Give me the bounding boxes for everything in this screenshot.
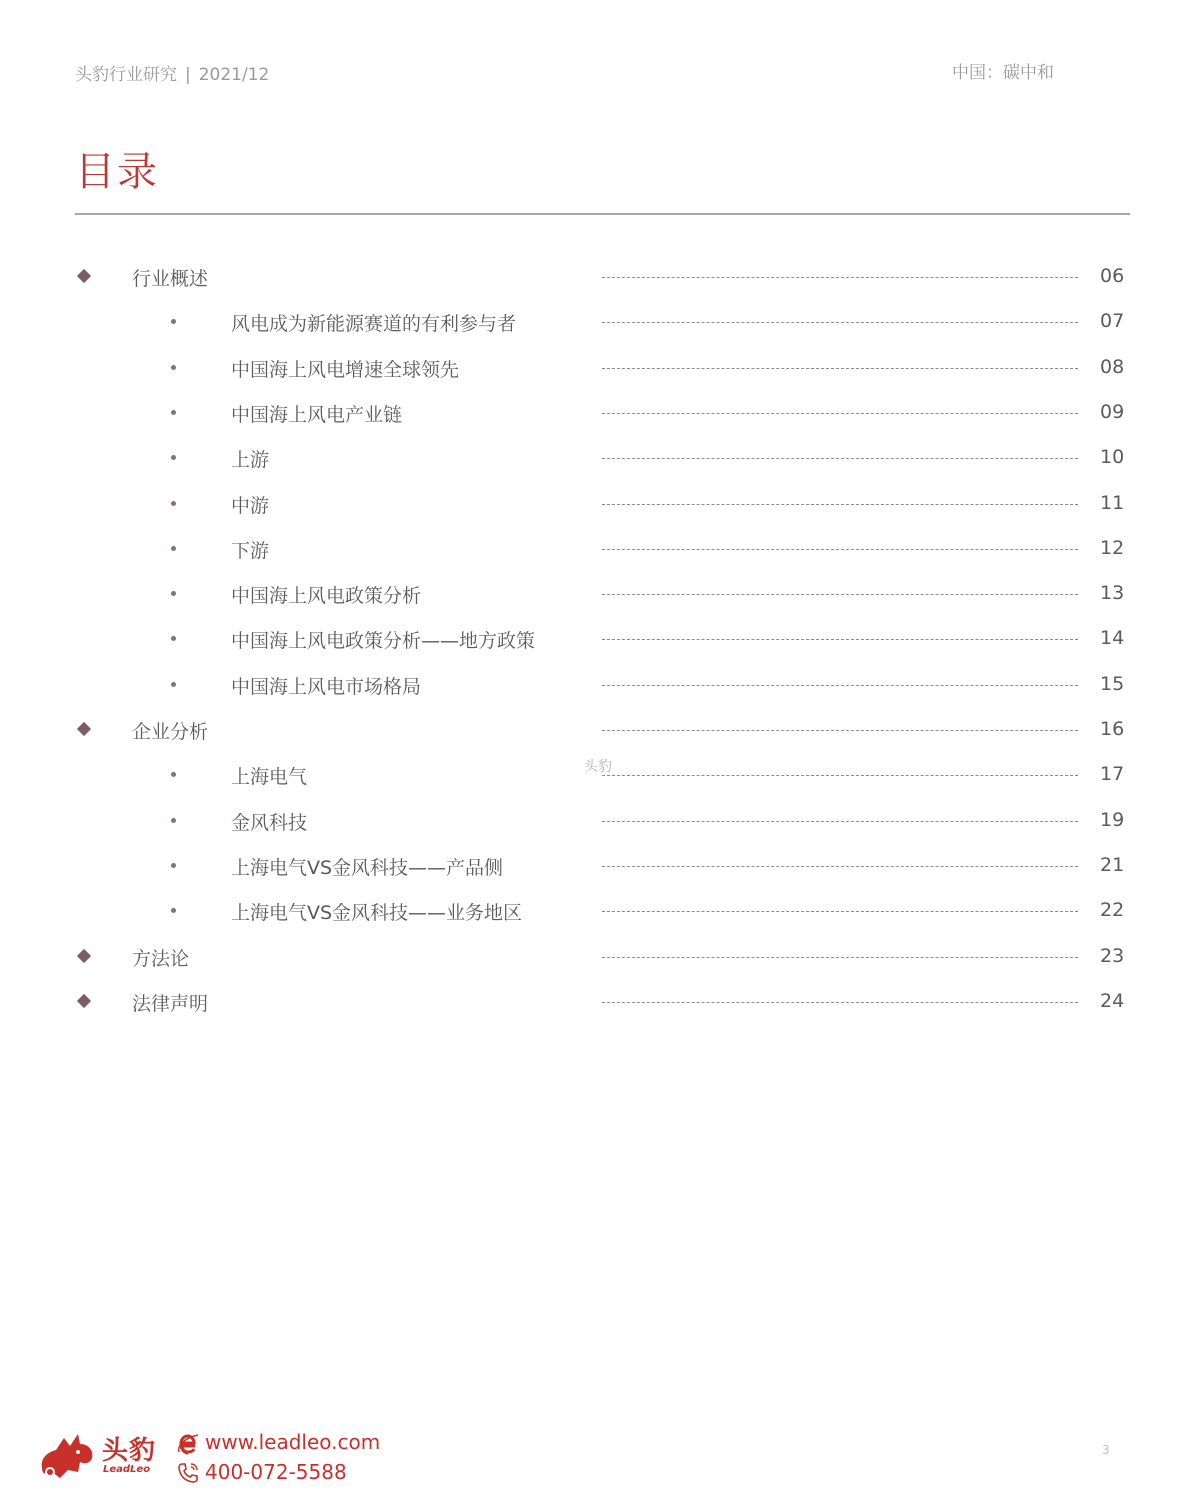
toc-entry-label: 中国海上风电增速全球领先: [231, 358, 460, 381]
toc-entry-label: 下游: [231, 539, 270, 562]
dotted-leader: [602, 685, 1078, 686]
dot-bullet-icon: [171, 319, 176, 324]
dotted-leader: [602, 911, 1078, 912]
toc-subsection-row[interactable]: [0, 888, 1200, 933]
leopard-logo-icon: [38, 1428, 98, 1482]
dot-bullet-icon: [171, 908, 176, 913]
toc-subsection-row[interactable]: [0, 571, 1200, 616]
dotted-leader: [602, 1002, 1078, 1003]
dot-bullet-icon: [171, 863, 176, 868]
toc-entry-label: 上游: [231, 449, 270, 472]
toc-page-number: 16: [1100, 718, 1125, 740]
dotted-leader: [602, 504, 1078, 505]
dot-bullet-icon: [171, 772, 176, 777]
toc-page-number: 06: [1100, 265, 1125, 287]
toc-subsection-row[interactable]: [0, 435, 1200, 480]
toc-page-number: 21: [1100, 853, 1125, 876]
dot-bullet-icon: [171, 591, 176, 596]
report-header: [75, 60, 269, 85]
website-link[interactable]: www.leadleo.com: [205, 1430, 381, 1454]
toc-page-number: 19: [1100, 808, 1125, 831]
dot-bullet-icon: [171, 546, 176, 551]
dotted-leader: [602, 821, 1078, 822]
toc-page-number: 14: [1100, 627, 1125, 650]
toc-entry-label: 上海电气VS金风科技——业务地区: [231, 902, 523, 925]
web-e-icon: [176, 1432, 200, 1456]
dotted-leader: [602, 957, 1078, 958]
toc-page-number: 13: [1100, 582, 1125, 605]
diamond-bullet-icon: [77, 269, 91, 283]
toc-page-number: 10: [1100, 446, 1125, 469]
toc-entry-label: 法律声明: [132, 992, 209, 1015]
toc-page-number: 23: [1100, 944, 1125, 967]
dotted-leader: [602, 413, 1078, 414]
dot-bullet-icon: [171, 818, 176, 823]
dotted-leader: [602, 322, 1078, 323]
dotted-leader: [602, 277, 1078, 278]
toc-entry-label: 风电成为新能源赛道的有利参与者: [231, 313, 517, 336]
dot-bullet-icon: [171, 636, 176, 641]
toc-page-number: 09: [1100, 400, 1125, 423]
toc-page-number: 08: [1100, 355, 1125, 378]
header-separator: |: [185, 65, 191, 85]
dotted-leader: [602, 549, 1078, 550]
report-date: 2021/12: [198, 65, 270, 85]
dotted-leader: [602, 775, 1078, 776]
dot-bullet-icon: [171, 501, 176, 506]
page-number: 3: [1102, 1443, 1110, 1457]
toc-section-row[interactable]: [0, 254, 1200, 299]
toc-subsection-row[interactable]: [0, 616, 1200, 661]
toc-section-row[interactable]: [0, 979, 1200, 1024]
toc-page-number: 07: [1100, 310, 1125, 333]
phone-icon: [176, 1461, 200, 1485]
dot-bullet-icon: [171, 365, 176, 370]
dot-bullet-icon: [171, 682, 176, 687]
toc-subsection-row[interactable]: [0, 526, 1200, 571]
toc-subsection-row[interactable]: [0, 390, 1200, 435]
page-title: 目录: [75, 149, 159, 195]
diamond-bullet-icon: [77, 948, 91, 962]
dot-bullet-icon: [171, 410, 176, 415]
toc-entry-label: 中游: [231, 494, 270, 517]
toc-section-row[interactable]: [0, 707, 1200, 752]
dotted-leader: [602, 639, 1078, 640]
dotted-leader: [602, 866, 1078, 867]
brand-name-cn: 头豹: [102, 1436, 157, 1466]
toc-section-row[interactable]: [0, 934, 1200, 979]
toc-page-number: 17: [1100, 763, 1125, 786]
dotted-leader: [602, 730, 1078, 731]
toc-entry-label: 上海电气VS金风科技——产品侧: [231, 856, 504, 879]
dot-bullet-icon: [171, 455, 176, 460]
toc-entry-label: 企业分析: [132, 721, 209, 743]
toc-entry-label: 中国海上风电产业链: [231, 403, 403, 426]
publisher-name: 头豹行业研究: [75, 65, 177, 85]
brand-name-en: LeadLeo: [103, 1464, 151, 1475]
toc-subsection-row[interactable]: [0, 798, 1200, 843]
toc-subsection-row[interactable]: [0, 843, 1200, 888]
dotted-leader: [602, 458, 1078, 459]
toc-subsection-row[interactable]: [0, 481, 1200, 526]
diamond-bullet-icon: [77, 722, 91, 736]
diamond-bullet-icon: [77, 994, 91, 1008]
toc-page-number: 22: [1100, 899, 1125, 922]
watermark-text: 头豹: [584, 759, 612, 775]
report-topic: 中国：碳中和: [952, 63, 1054, 83]
toc-subsection-row[interactable]: [0, 345, 1200, 390]
toc-entry-label: 中国海上风电市场格局: [231, 675, 422, 698]
toc-page-number: 12: [1100, 536, 1125, 559]
toc-entry-label: 金风科技: [231, 811, 308, 834]
toc-page-number: 24: [1100, 989, 1125, 1012]
phone-number[interactable]: 400-072-5588: [205, 1460, 347, 1484]
toc-subsection-row[interactable]: [0, 299, 1200, 344]
toc-entry-label: 行业概述: [132, 268, 209, 290]
toc-entry-label: 方法论: [132, 947, 190, 970]
title-divider: [75, 213, 1130, 215]
toc-entry-label: 上海电气: [231, 766, 308, 789]
toc-page-number: 11: [1100, 491, 1125, 514]
toc-subsection-row[interactable]: [0, 662, 1200, 707]
toc-entry-label: 中国海上风电政策分析——地方政策: [231, 630, 536, 653]
toc-page-number: 15: [1100, 672, 1125, 695]
dotted-leader: [602, 594, 1078, 595]
dotted-leader: [602, 368, 1078, 369]
toc-entry-label: 中国海上风电政策分析: [231, 585, 422, 608]
